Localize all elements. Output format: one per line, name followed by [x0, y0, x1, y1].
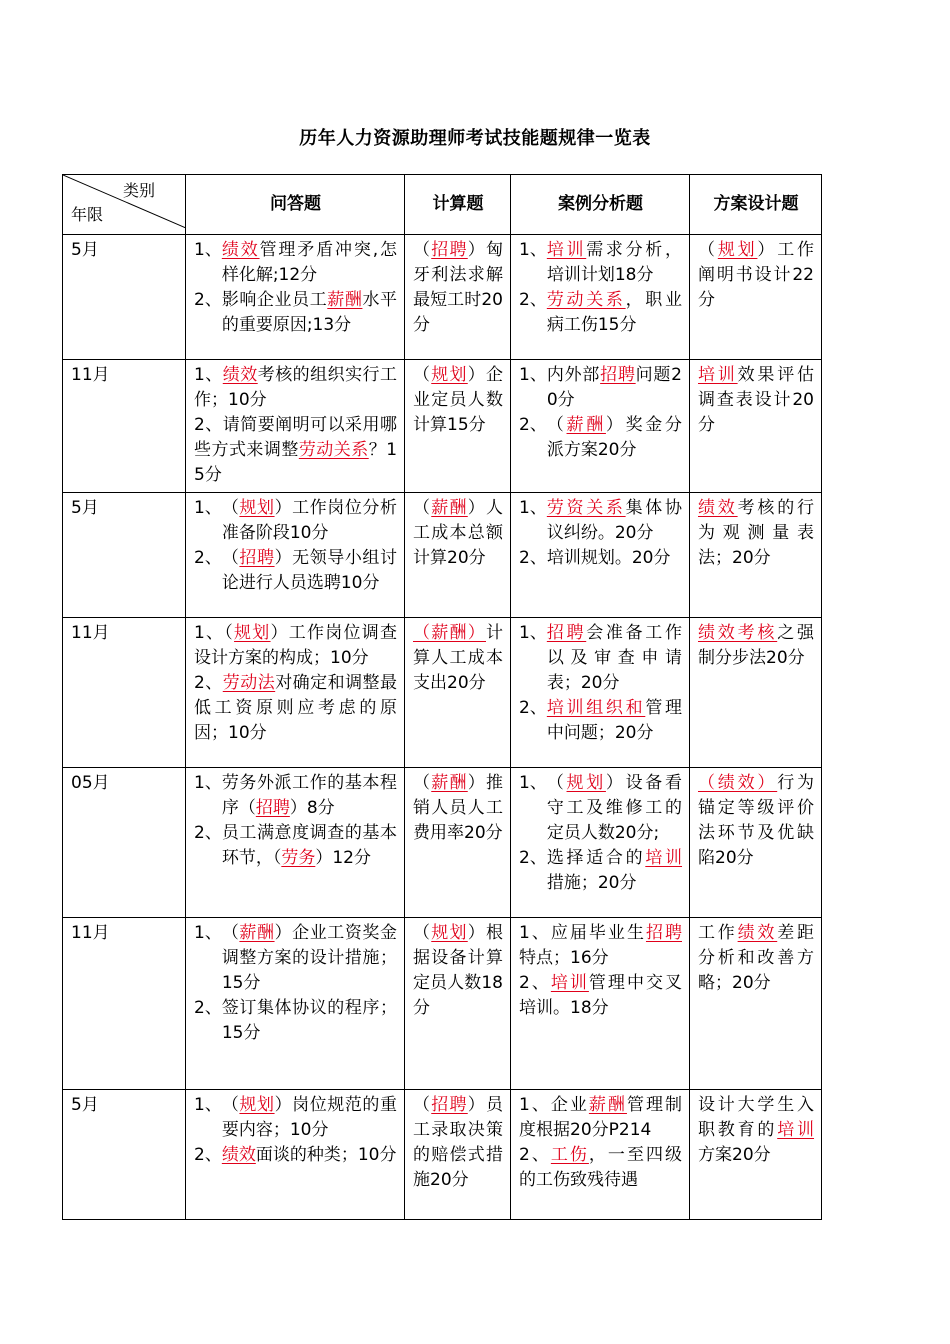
item-number: 1、: [194, 240, 222, 260]
item-text: [222, 996, 397, 1046]
calc-cell: [405, 360, 511, 493]
highlight-keyword: 培训组织和: [546, 698, 646, 718]
table-row: [63, 618, 822, 768]
highlight-keyword: 薪酬: [588, 1095, 627, 1115]
col-header-plan: 方案设计题: [690, 175, 822, 235]
list-item: [194, 496, 397, 546]
cell-text: 1、（: [194, 623, 235, 643]
document-title: 历年人力资源助理师考试技能题规律一览表: [299, 128, 651, 149]
year-cell: 5月: [63, 493, 186, 618]
cell-text: 措施；20分: [546, 873, 637, 893]
cell-text: （: [221, 1095, 240, 1115]
plan-text: [698, 238, 814, 313]
item-number: 2、: [519, 290, 547, 310]
plan-cell: [690, 235, 822, 360]
item-number: 2、: [519, 698, 547, 718]
highlight-keyword: 绩效考核: [698, 623, 778, 643]
cell-text: ）匈牙利法求解最短工时20分: [413, 240, 503, 335]
cell-text: （: [413, 923, 432, 943]
item-text: [547, 363, 682, 413]
qa-cell: [186, 918, 405, 1090]
cell-text: 内外部: [546, 365, 601, 385]
cell-text: 管理中交叉培训。18分: [519, 973, 682, 1018]
cell-text: （: [413, 498, 432, 518]
highlight-keyword: 培训: [777, 1120, 815, 1140]
item-text: [547, 696, 682, 746]
year-cell: 5月: [63, 1090, 186, 1220]
plan-text: [698, 921, 814, 996]
item-text: [547, 546, 682, 571]
list-item: [194, 238, 397, 288]
item-text: [519, 1093, 682, 1143]
highlight-keyword: 薪酬: [431, 773, 468, 793]
list-item: [194, 821, 397, 871]
qa-cell: [186, 235, 405, 360]
qa-cell: [186, 768, 405, 918]
cell-text: 影响企业员工: [221, 290, 328, 310]
calc-text: [413, 921, 503, 1021]
cell-text: （: [698, 240, 718, 260]
cell-text: ）岗位规范的重要内容；10分: [221, 1095, 398, 1140]
item-text: [519, 971, 682, 1021]
list-item: [519, 413, 682, 463]
cell-text: ？15分: [194, 440, 398, 485]
cell-text: ）工作岗位分析准备阶段10分: [221, 498, 398, 543]
list-item: [194, 288, 397, 338]
item-text: [547, 621, 682, 696]
cell-text: ）企业工资奖金调整方案的设计措施；15分: [221, 923, 398, 993]
cell-text: （: [221, 923, 240, 943]
year-cell: 11月: [63, 618, 186, 768]
item-number: 1、: [519, 365, 547, 385]
highlight-keyword: 绩效: [698, 498, 738, 518]
item-number: 2、: [519, 548, 547, 568]
highlight-keyword: 劳动关系: [546, 290, 626, 310]
case-cell: [511, 360, 690, 493]
highlight-keyword: （薪酬）: [413, 623, 486, 643]
cell-text: （: [413, 240, 432, 260]
item-number: 1、: [519, 240, 547, 260]
cell-text: ）工作阐明书设计22分: [698, 240, 815, 310]
calc-cell: [405, 235, 511, 360]
cell-text: （: [546, 415, 567, 435]
header-row: [63, 175, 822, 235]
case-cell: [511, 618, 690, 768]
list-item: [194, 671, 397, 746]
qa-cell: [186, 360, 405, 493]
list-item: [194, 621, 397, 671]
item-number: 1、: [194, 923, 222, 943]
item-text: [194, 621, 397, 671]
highlight-keyword: 绩效: [737, 923, 778, 943]
highlight-keyword: 规划: [234, 623, 271, 643]
cell-text: 管理中问题；20分: [546, 698, 683, 743]
cell-text: 计算人工成本支出20分: [413, 623, 503, 693]
table-row: [63, 493, 822, 618]
list-item: [519, 1093, 682, 1143]
highlight-keyword: 规划: [566, 773, 606, 793]
summary-table: [62, 174, 822, 1220]
case-cell: [511, 918, 690, 1090]
cell-text: （: [413, 365, 432, 385]
corner-label-year: 年限: [71, 205, 104, 224]
item-text: [547, 238, 682, 288]
table-row: [63, 918, 822, 1090]
cell-text: 1、: [194, 365, 223, 385]
highlight-keyword: 培训: [645, 848, 683, 868]
list-item: [519, 546, 682, 571]
highlight-keyword: 劳务: [281, 848, 316, 868]
col-header-calc: 计算题: [405, 175, 511, 235]
case-cell: [511, 768, 690, 918]
highlight-keyword: 薪酬: [566, 415, 606, 435]
item-text: [547, 771, 682, 846]
item-text: [194, 363, 397, 413]
item-text: [222, 1093, 397, 1143]
cell-text: ）根据设备计算定员人数18分: [413, 923, 503, 1018]
highlight-keyword: 招聘: [431, 1095, 468, 1115]
cell-text: 对确定和调整最低工资原则应考虑的原因；10分: [194, 673, 398, 743]
highlight-keyword: 规划: [239, 498, 275, 518]
item-text: [222, 288, 397, 338]
col-header-case: 案例分析题: [511, 175, 690, 235]
item-text: [547, 496, 682, 546]
item-text: [547, 413, 682, 463]
item-text: [222, 821, 397, 871]
year-cell: 11月: [63, 918, 186, 1090]
plan-text: [698, 496, 814, 571]
highlight-keyword: 薪酬: [239, 923, 275, 943]
list-item: [519, 1143, 682, 1193]
highlight-keyword: 规划: [431, 365, 468, 385]
cell-text: 集体协议纠纷。20分: [546, 498, 682, 543]
cell-text: 问题20分: [546, 365, 682, 410]
highlight-keyword: 劳动法: [222, 673, 276, 693]
highlight-keyword: 规划: [431, 923, 468, 943]
calc-text: [413, 496, 503, 571]
item-number: 2、: [194, 823, 222, 843]
plan-cell: [690, 918, 822, 1090]
highlight-keyword: 绩效: [221, 1145, 256, 1165]
cell-text: （: [221, 498, 240, 518]
calc-cell: [405, 493, 511, 618]
calc-text: [413, 363, 503, 438]
plan-cell: [690, 1090, 822, 1220]
item-text: [222, 546, 397, 596]
item-text: [547, 846, 682, 896]
highlight-keyword: 招聘: [431, 240, 468, 260]
cell-text: ）8分: [289, 798, 335, 818]
cell-text: 员工满意度调查的基本环节，（: [221, 823, 397, 868]
calc-cell: [405, 618, 511, 768]
highlight-keyword: 培训: [546, 240, 587, 260]
list-item: [519, 771, 682, 846]
item-number: 2、: [194, 998, 222, 1018]
cell-text: 设计大学生入职教育的: [698, 1095, 814, 1140]
cell-text: ）12分: [315, 848, 371, 868]
highlight-keyword: 招聘: [255, 798, 290, 818]
cell-text: 方案20分: [698, 1145, 771, 1165]
cell-text: ）人工成本总额计算20分: [413, 498, 503, 568]
cell-text: 2、: [194, 673, 223, 693]
cell-text: 2、: [519, 973, 551, 993]
year-cell: 11月: [63, 360, 186, 493]
calc-cell: [405, 918, 511, 1090]
calc-text: [413, 621, 503, 696]
list-item: [519, 971, 682, 1021]
table-row: [63, 1090, 822, 1220]
list-item: [194, 546, 397, 596]
highlight-keyword: 培训: [698, 365, 738, 385]
case-cell: [511, 1090, 690, 1220]
plan-text: [698, 363, 814, 438]
cell-text: 培训规划。20分: [546, 548, 671, 568]
highlight-keyword: 劳动关系: [298, 440, 369, 460]
cell-text: 管理矛盾冲突,怎样化解;12分: [221, 240, 398, 285]
cell-text: ）无领导小组讨论进行人员选聘10分: [221, 548, 398, 593]
list-item: [519, 621, 682, 696]
item-text: [194, 413, 397, 488]
qa-cell: [186, 1090, 405, 1220]
highlight-keyword: 招聘: [546, 623, 587, 643]
table-row: [63, 235, 822, 360]
plan-cell: [690, 493, 822, 618]
cell-text: ）设备看守工及维修工的定员人数20分;: [546, 773, 683, 843]
list-item: [194, 363, 397, 413]
plan-text: [698, 1093, 814, 1168]
highlight-keyword: （绩效）: [698, 773, 778, 793]
list-item: [194, 921, 397, 996]
corner-header-cell: [63, 175, 186, 235]
plan-cell: [690, 768, 822, 918]
cell-text: 1、企业: [519, 1095, 589, 1115]
highlight-keyword: 培训: [550, 973, 589, 993]
item-text: [547, 288, 682, 338]
cell-text: 劳务外派工作的基本程序（: [221, 773, 397, 818]
highlight-keyword: 招聘: [645, 923, 682, 943]
item-text: [222, 771, 397, 821]
list-item: [519, 921, 682, 971]
calc-text: [413, 238, 503, 338]
item-text: [194, 671, 397, 746]
cell-text: 工作: [698, 923, 738, 943]
item-number: 2、: [519, 415, 547, 435]
item-number: 1、: [194, 498, 222, 518]
plan-cell: [690, 360, 822, 493]
plan-cell: [690, 618, 822, 768]
item-text: [222, 496, 397, 546]
list-item: [519, 363, 682, 413]
plan-text: [698, 771, 814, 871]
item-number: 1、: [519, 773, 547, 793]
cell-text: 特点；16分: [519, 948, 609, 968]
table-body: [63, 235, 822, 1220]
qa-cell: [186, 618, 405, 768]
cell-text: 考核的组织实行工作；10分: [194, 365, 398, 410]
cell-text: 管理制度根据20分P214: [519, 1095, 682, 1140]
item-text: [519, 921, 682, 971]
cell-text: 行为锚定等级评价法环节及优缺陷20分: [698, 773, 815, 868]
cell-text: 需求分析，培训计划18分: [546, 240, 682, 285]
qa-cell: [186, 493, 405, 618]
cell-text: 会准备工作以及审查申请表；20分: [546, 623, 682, 693]
highlight-keyword: 劳资关系: [546, 498, 626, 518]
cell-text: 签订集体协议的程序；15分: [221, 998, 397, 1043]
cell-text: （: [221, 548, 240, 568]
case-cell: [511, 493, 690, 618]
item-number: 1、: [519, 498, 547, 518]
cell-text: 效果评估调查表设计20分: [698, 365, 815, 435]
calc-text: [413, 771, 503, 846]
cell-text: ）企业定员人数计算15分: [413, 365, 503, 435]
highlight-keyword: 招聘: [600, 365, 636, 385]
cell-text: 选择适合的: [546, 848, 646, 868]
cell-text: ）奖金分派方案20分: [546, 415, 683, 460]
table-row: [63, 768, 822, 918]
cell-text: 1、应届毕业生: [519, 923, 646, 943]
highlight-keyword: 规划: [239, 1095, 275, 1115]
item-text: [222, 238, 397, 288]
list-item: [519, 288, 682, 338]
cell-text: ）工作岗位调查设计方案的构成；10分: [194, 623, 398, 668]
corner-label-category: 类别: [122, 181, 155, 200]
year-cell: 5月: [63, 235, 186, 360]
cell-text: （: [413, 773, 432, 793]
item-number: 1、: [194, 773, 222, 793]
highlight-keyword: 工伤: [550, 1145, 589, 1165]
cell-text: 面谈的种类；10分: [255, 1145, 397, 1165]
plan-text: [698, 621, 814, 671]
list-item: [194, 1143, 397, 1168]
item-number: 2、: [194, 548, 222, 568]
item-text: [222, 921, 397, 996]
list-item: [519, 846, 682, 896]
cell-text: ，职业病工伤15分: [546, 290, 682, 335]
list-item: [194, 1093, 397, 1143]
list-item: [519, 696, 682, 746]
item-text: [519, 1143, 682, 1193]
list-item: [519, 238, 682, 288]
calc-cell: [405, 1090, 511, 1220]
highlight-keyword: 绩效: [221, 240, 260, 260]
list-item: [194, 413, 397, 488]
cell-text: 2、: [519, 1145, 551, 1165]
list-item: [194, 996, 397, 1046]
item-number: 1、: [194, 1095, 222, 1115]
item-number: 1、: [519, 623, 547, 643]
highlight-keyword: 绩效: [222, 365, 258, 385]
calc-text: [413, 1093, 503, 1193]
cell-text: 水平的重要原因;13分: [221, 290, 398, 335]
highlight-keyword: 规划: [717, 240, 758, 260]
cell-text: ）推销人员人工费用率20分: [413, 773, 503, 843]
cell-text: 2、请简要阐明可以采用哪些方式来调整: [194, 415, 397, 460]
cell-text: （: [546, 773, 567, 793]
item-text: [222, 1143, 397, 1168]
cell-text: 之强制分步法20分: [698, 623, 815, 668]
item-number: 2、: [194, 1145, 222, 1165]
item-number: 2、: [519, 848, 547, 868]
highlight-keyword: 薪酬: [431, 498, 468, 518]
year-cell: 05月: [63, 768, 186, 918]
list-item: [519, 496, 682, 546]
highlight-keyword: 薪酬: [327, 290, 363, 310]
cell-text: 差距分析和改善方略；20分: [698, 923, 815, 993]
cell-text: ）员工录取决策的赔偿式措施20分: [413, 1095, 503, 1190]
cell-text: （: [413, 1095, 432, 1115]
highlight-keyword: 招聘: [239, 548, 275, 568]
cell-text: 考核的行为观测量表法；20分: [698, 498, 815, 568]
calc-cell: [405, 768, 511, 918]
col-header-qa: 问答题: [186, 175, 405, 235]
item-number: 2、: [194, 290, 222, 310]
case-cell: [511, 235, 690, 360]
table-row: [63, 360, 822, 493]
list-item: [194, 771, 397, 821]
cell-text: ，一至四级的工伤致残待遇: [519, 1145, 682, 1190]
